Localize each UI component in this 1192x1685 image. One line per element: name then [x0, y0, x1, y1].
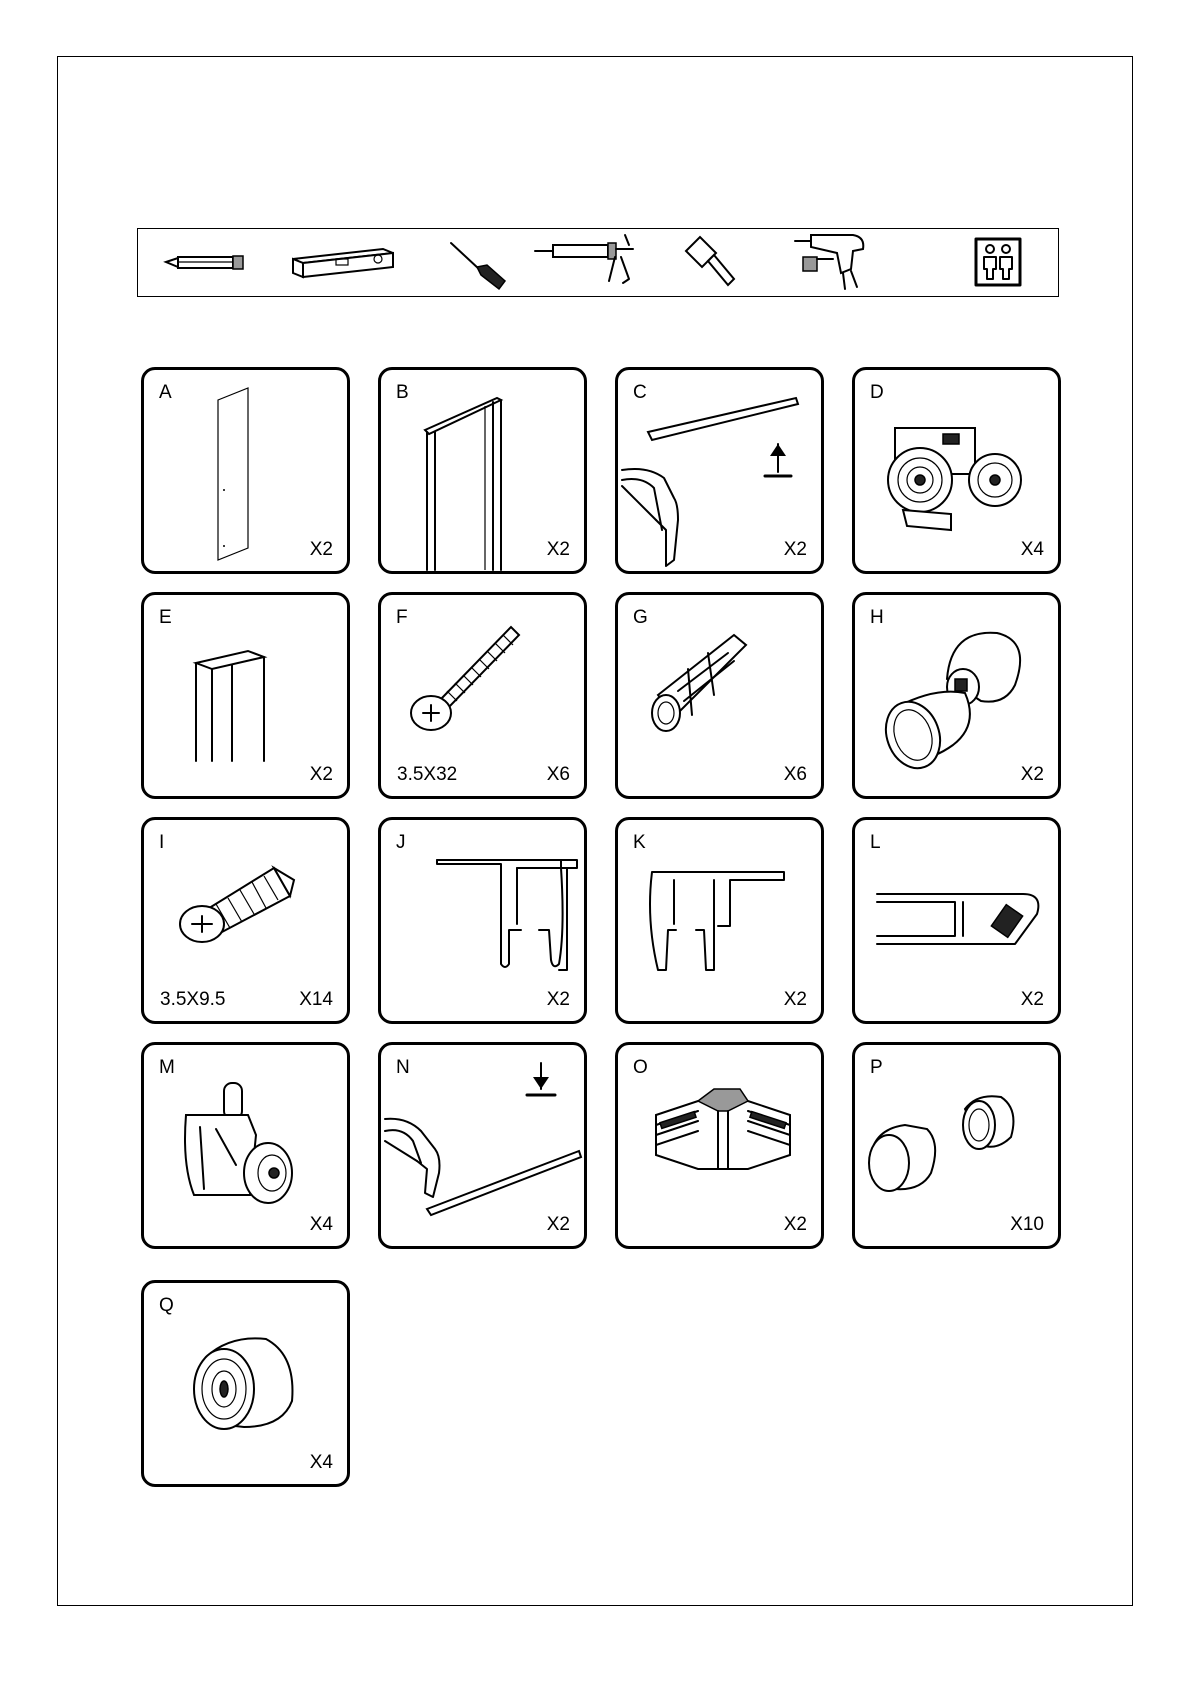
part-card-b [378, 367, 587, 574]
part-quantity: X14 [299, 989, 333, 1010]
part-letter: C [633, 382, 647, 403]
part-letter: E [159, 607, 172, 628]
part-card-c [615, 367, 824, 574]
part-letter: B [396, 382, 409, 403]
part-letter: A [159, 382, 172, 403]
part-letter: G [633, 607, 648, 628]
part-card-f [378, 592, 587, 799]
part-card-i [141, 817, 350, 1024]
part-quantity: X2 [1020, 764, 1044, 785]
mallet-icon [678, 229, 743, 296]
part-card-h [852, 592, 1061, 799]
tools-required-bar [137, 228, 1059, 297]
part-quantity: X2 [546, 539, 570, 560]
caulking-gun-icon [533, 229, 638, 296]
part-letter: M [159, 1057, 175, 1078]
spirit-level-icon [288, 229, 398, 296]
part-card-p [852, 1042, 1061, 1249]
part-letter: L [870, 832, 881, 853]
part-quantity: X2 [783, 539, 807, 560]
part-quantity: X4 [309, 1452, 333, 1473]
part-letter: F [396, 607, 408, 628]
part-quantity: X2 [1020, 989, 1044, 1010]
part-card-e [141, 592, 350, 799]
part-card-m [141, 1042, 350, 1249]
part-quantity: X10 [1010, 1214, 1044, 1235]
part-card-a [141, 367, 350, 574]
drill-icon [793, 229, 883, 296]
part-quantity: X6 [783, 764, 807, 785]
part-quantity: X4 [309, 1214, 333, 1235]
part-quantity: X2 [783, 1214, 807, 1235]
part-quantity: X2 [783, 989, 807, 1010]
part-letter: P [870, 1057, 883, 1078]
part-size: 3.5X9.5 [160, 989, 226, 1010]
part-card-l [852, 817, 1061, 1024]
part-letter: K [633, 832, 646, 853]
part-letter: I [159, 832, 165, 853]
part-card-o [615, 1042, 824, 1249]
part-letter: N [396, 1057, 410, 1078]
part-size: 3.5X32 [397, 764, 458, 785]
part-quantity: X6 [546, 764, 570, 785]
part-quantity: X2 [309, 539, 333, 560]
part-card-g [615, 592, 824, 799]
part-letter: O [633, 1057, 648, 1078]
part-card-j [378, 817, 587, 1024]
screwdriver-icon [443, 229, 513, 296]
part-card-n [378, 1042, 587, 1249]
part-card-k [615, 817, 824, 1024]
part-card-d [852, 367, 1061, 574]
part-quantity: X2 [309, 764, 333, 785]
part-letter: H [870, 607, 884, 628]
two-person-icon [973, 229, 1023, 296]
part-quantity: X2 [546, 989, 570, 1010]
part-quantity: X4 [1020, 539, 1044, 560]
part-letter: J [396, 832, 406, 853]
part-card-q [141, 1280, 350, 1487]
pencil-icon [158, 229, 248, 296]
part-quantity: X2 [546, 1214, 570, 1235]
part-letter: Q [159, 1295, 174, 1316]
part-letter: D [870, 382, 884, 403]
